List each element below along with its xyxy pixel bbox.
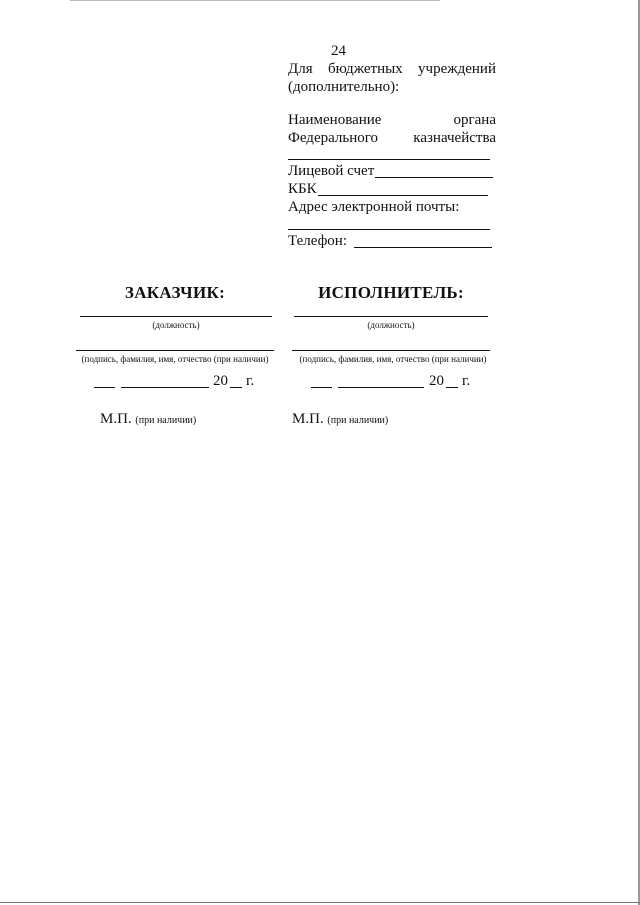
contractor-signature-line bbox=[292, 350, 490, 351]
contractor-year-blank bbox=[446, 387, 458, 388]
treasury-name-word-3: Федерального bbox=[288, 130, 379, 146]
kbk-label: КБК bbox=[288, 181, 317, 197]
customer-position-caption: (должность) bbox=[152, 320, 200, 330]
customer-stamp-note: (при наличии) bbox=[135, 415, 197, 426]
contractor-signature-caption: (подпись, фамилия, имя, отчество (при наличии) bbox=[299, 354, 487, 364]
customer-year-suffix: г. bbox=[246, 373, 255, 389]
contractor-year-prefix: 20 bbox=[429, 373, 444, 389]
account-blank bbox=[375, 177, 493, 178]
budget-heading-line2: (дополнительно): bbox=[288, 79, 400, 95]
treasury-name-line1 bbox=[288, 111, 496, 129]
page-number: 24 bbox=[331, 43, 346, 59]
budget-heading-line1 bbox=[288, 60, 496, 78]
treasury-name-word-2: органа bbox=[453, 112, 496, 128]
contractor-stamp bbox=[292, 410, 388, 430]
customer-year-prefix: 20 bbox=[213, 373, 228, 389]
contractor-day-blank bbox=[311, 387, 332, 388]
customer-month-blank bbox=[121, 387, 209, 388]
budget-heading-word-3: учреждений bbox=[418, 61, 496, 77]
contractor-stamp-note: (при наличии) bbox=[327, 415, 389, 426]
scan-bottom-edge bbox=[0, 902, 640, 903]
customer-year-blank bbox=[230, 387, 242, 388]
budget-heading-word-2: бюджетных bbox=[327, 61, 403, 77]
contractor-heading: ИСПОЛНИТЕЛЬ: bbox=[318, 283, 464, 302]
customer-signature-caption: (подпись, фамилия, имя, отчество (при наличии) bbox=[81, 354, 269, 364]
phone-label: Телефон: bbox=[288, 233, 347, 249]
kbk-blank bbox=[318, 195, 488, 196]
contractor-year-suffix: г. bbox=[462, 373, 471, 389]
contractor-stamp-label: М.П. bbox=[292, 411, 324, 427]
phone-blank bbox=[354, 247, 492, 248]
budget-heading-word-1: Для bbox=[288, 61, 313, 77]
customer-signature-line bbox=[76, 350, 274, 351]
customer-stamp-label: М.П. bbox=[100, 411, 132, 427]
contractor-position-caption: (должность) bbox=[367, 320, 415, 330]
customer-heading: ЗАКАЗЧИК: bbox=[124, 283, 226, 302]
email-blank bbox=[288, 229, 490, 230]
account-label: Лицевой счет bbox=[288, 163, 375, 179]
treasury-name-line2 bbox=[288, 129, 496, 147]
treasury-name-blank bbox=[288, 159, 490, 160]
customer-day-blank bbox=[94, 387, 115, 388]
customer-stamp bbox=[100, 410, 196, 430]
treasury-name-word-1: Наименование bbox=[288, 112, 382, 128]
contractor-month-blank bbox=[338, 387, 424, 388]
scan-top-edge bbox=[70, 0, 440, 1]
contractor-position-line bbox=[294, 316, 488, 317]
customer-position-line bbox=[80, 316, 272, 317]
email-label: Адрес электронной почты: bbox=[288, 199, 460, 215]
treasury-name-word-4: казначейства bbox=[413, 130, 496, 146]
